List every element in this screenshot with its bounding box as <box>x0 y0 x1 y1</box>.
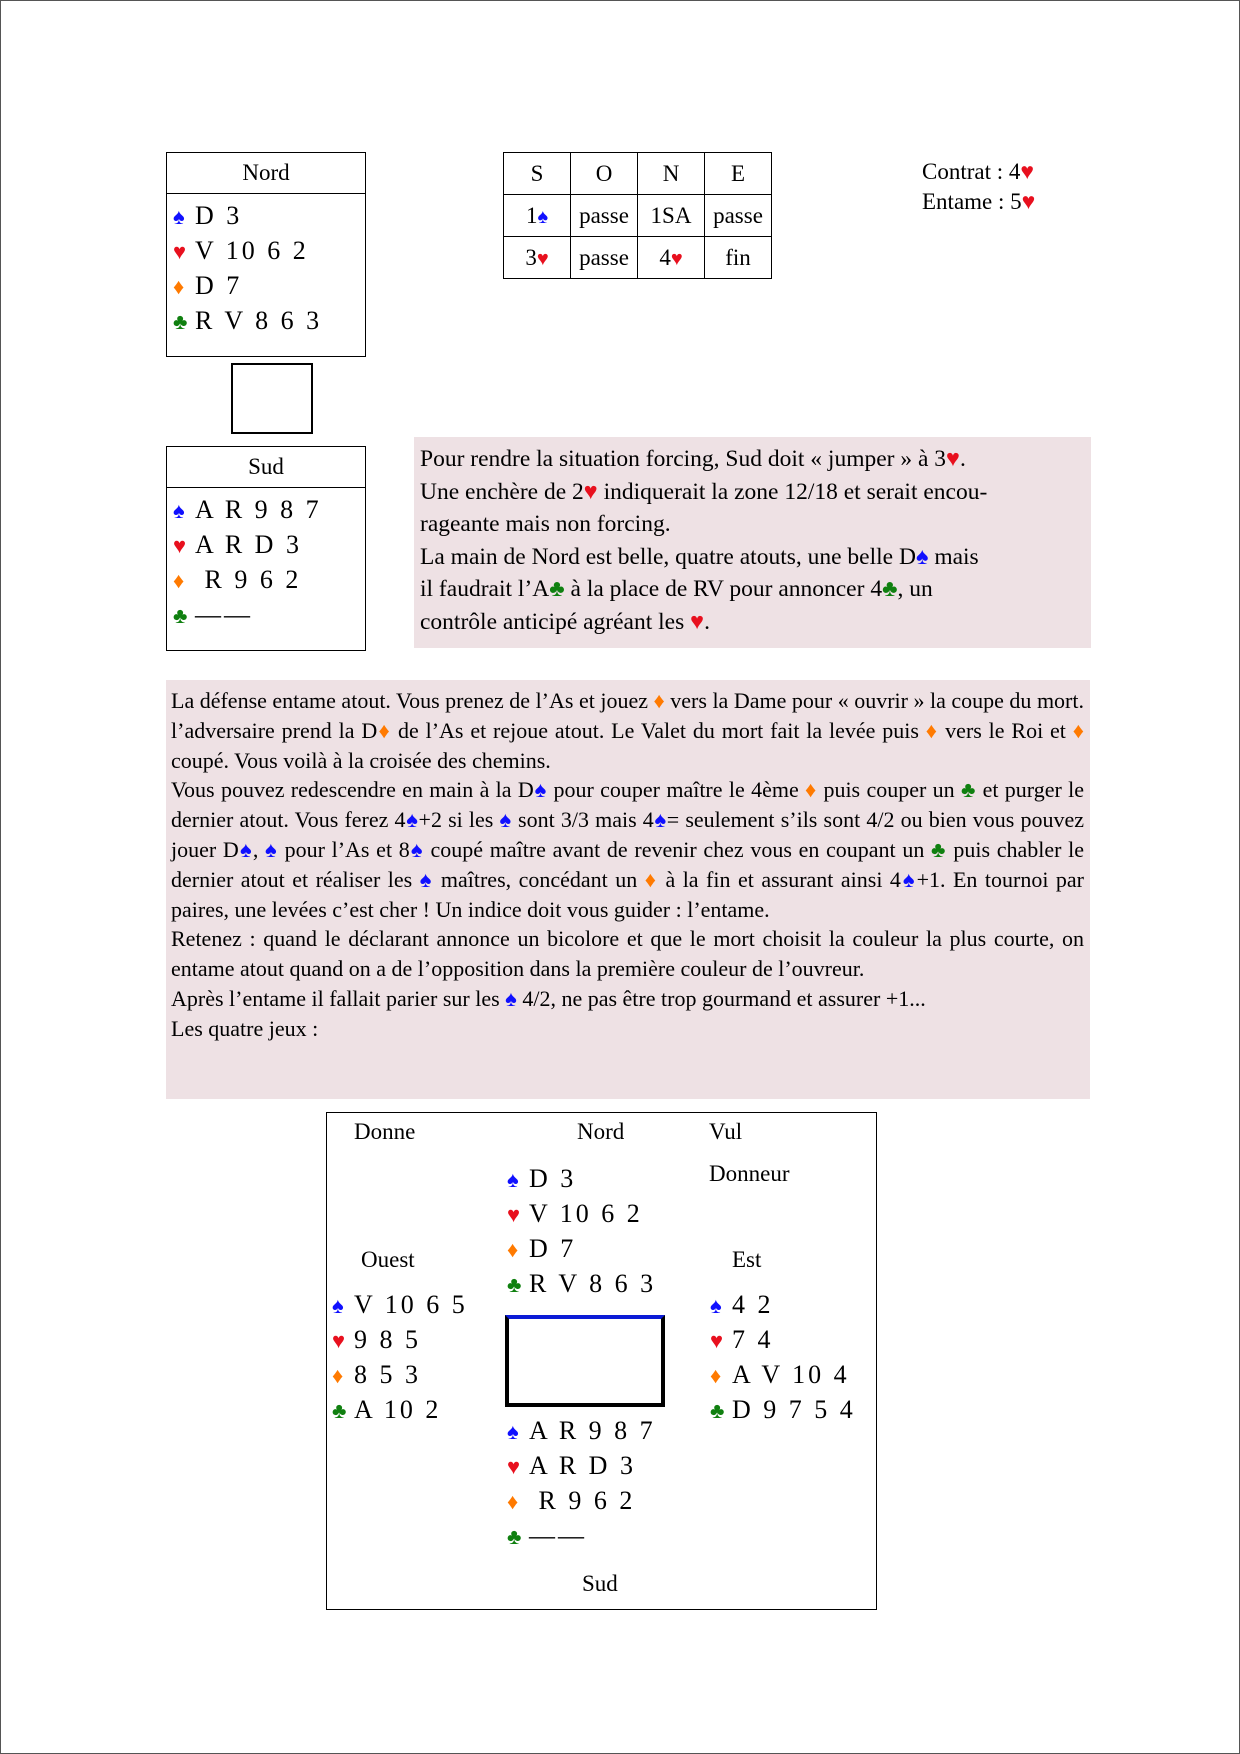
diagram-south-diamonds <box>507 1483 635 1518</box>
club-icon: ♣ <box>507 1524 522 1549</box>
text-fragment: puis chabler le dernier atout et réaliser les <box>171 836 1085 892</box>
text-fragment: à la place de RV pour annoncer 4 <box>564 576 883 602</box>
heart-icon: ♥ <box>690 608 705 635</box>
diagram-west-clubs <box>332 1392 441 1427</box>
north-spades-line <box>167 198 365 233</box>
south-hearts-line <box>167 527 365 562</box>
spade-icon: ♠ <box>505 985 517 1011</box>
text-fragment: —— <box>529 1521 587 1550</box>
diagram-east-clubs <box>710 1392 856 1427</box>
diamond-icon: ♦ <box>332 1363 344 1388</box>
diamond-icon: ♦ <box>644 866 658 892</box>
north-hand-box <box>166 152 366 357</box>
text-fragment: 3 <box>525 244 537 270</box>
south-diamonds: R 9 6 2 <box>195 565 302 594</box>
heart-icon: ♥ <box>332 1328 346 1353</box>
diagram-west-diamonds <box>332 1357 421 1392</box>
heart-icon: ♥ <box>1021 189 1036 214</box>
north-diamonds-line <box>167 268 365 303</box>
text-fragment: vers le Roi et <box>938 717 1073 743</box>
text-fragment: Vous pouvez redescendre en main à la D <box>171 777 534 803</box>
text-fragment: . <box>704 608 710 635</box>
heart-icon: ♥ <box>507 1202 521 1227</box>
diamond-icon: ♦ <box>1072 717 1084 743</box>
bidding-header: S <box>504 153 571 195</box>
heart-icon: ♥ <box>1020 159 1035 184</box>
spade-icon: ♠ <box>533 777 548 803</box>
text-fragment: coupé. Vous voilà à la croisée des chemins. <box>171 747 551 773</box>
text-fragment: La main de Nord est belle, quatre atouts, une belle D <box>420 543 916 570</box>
heart-icon: ♥ <box>536 247 549 270</box>
text-fragment: 7 4 <box>732 1325 774 1354</box>
club-icon: ♣ <box>710 1398 725 1423</box>
south-clubs: —— <box>195 600 253 629</box>
text-fragment: Entame : 5 <box>922 189 1022 214</box>
text-fragment: 8 5 3 <box>354 1360 421 1389</box>
club-icon: ♣ <box>960 777 977 803</box>
diamond-icon: ♦ <box>925 717 939 743</box>
bid-cell: passe <box>571 195 638 237</box>
south-spades-line <box>167 492 365 527</box>
bid-cell <box>638 237 705 279</box>
heart-icon: ♥ <box>507 1454 521 1479</box>
text-fragment: et purger le dernier atout. Vous ferez 4 <box>171 777 1085 833</box>
north-diamonds: D 7 <box>195 271 243 300</box>
text-fragment: de l’As et rejoue atout. Le Valet du mort fait la levée puis <box>391 717 926 743</box>
diagram-north-hearts <box>507 1196 643 1231</box>
club-icon: ♣ <box>549 576 565 602</box>
north-clubs-line <box>167 303 365 338</box>
diagram-north-diamonds <box>507 1231 576 1266</box>
diagram-south-spades <box>507 1413 656 1448</box>
text-fragment: A R 9 8 7 <box>529 1416 656 1445</box>
north-title: Nord <box>167 153 365 194</box>
diamond-icon: ♦ <box>173 568 185 593</box>
diagram-west-hearts <box>332 1322 421 1357</box>
text-fragment: puis couper un <box>817 777 961 803</box>
east-label: Est <box>732 1247 762 1272</box>
text-fragment: A V 10 4 <box>732 1360 850 1389</box>
diagram-west-spades <box>332 1287 468 1322</box>
bidding-header: O <box>571 153 638 195</box>
spade-icon: ♠ <box>710 1293 722 1318</box>
text-fragment: R V 8 6 3 <box>529 1269 657 1298</box>
bid-cell <box>504 195 571 237</box>
heart-icon: ♥ <box>173 239 187 264</box>
deal-diagram <box>326 1112 877 1610</box>
club-icon: ♣ <box>507 1272 522 1297</box>
diagram-south-hearts <box>507 1448 636 1483</box>
bid-cell: 1SA <box>638 195 705 237</box>
heart-icon: ♥ <box>946 446 960 472</box>
text-fragment: maîtres, concédant un <box>433 866 645 892</box>
text-fragment: D 7 <box>529 1234 577 1263</box>
text-fragment: D 3 <box>529 1164 577 1193</box>
text-fragment: 4 2 <box>732 1290 774 1319</box>
spade-icon: ♠ <box>507 1167 519 1192</box>
text-fragment: vers la Dame pour « ouvrir » la coupe du mort. l’adversaire prend la D <box>171 688 1084 743</box>
spade-icon: ♠ <box>915 543 929 570</box>
diamond-icon: ♦ <box>173 274 185 299</box>
lead-line <box>922 187 1035 217</box>
text-fragment: Après l’entame il fallait parier sur les <box>171 985 506 1011</box>
text-fragment: V 10 6 5 <box>354 1290 468 1319</box>
north-hearts: V 10 6 2 <box>195 236 309 265</box>
text-fragment: , un <box>897 576 933 602</box>
text-fragment: +1. En tournoi par paires, une levées c’est cher ! Un indice doit vous guider : l’entame. <box>171 866 1085 922</box>
text-fragment: Contrat : 4 <box>922 159 1021 184</box>
dealer-label: Donneur <box>709 1161 790 1186</box>
comment-line <box>420 606 1085 639</box>
spade-icon: ♠ <box>332 1293 344 1318</box>
comment-line <box>420 443 1085 476</box>
south-label: Sud <box>582 1571 618 1596</box>
spade-icon: ♠ <box>537 205 549 228</box>
north-hearts-line <box>167 233 365 268</box>
diamond-icon: ♦ <box>710 1363 722 1388</box>
diagram-north-clubs <box>507 1266 656 1301</box>
spade-icon: ♠ <box>900 866 917 892</box>
club-icon: ♣ <box>173 309 188 334</box>
spade-icon: ♠ <box>173 204 185 229</box>
bidding-header: N <box>638 153 705 195</box>
center-table-rect <box>505 1315 665 1407</box>
bidding-row <box>504 195 772 237</box>
text-fragment: La défense entame atout. Vous prenez de l’As et jouez <box>171 688 654 713</box>
text-fragment: il faudrait l’A <box>420 576 550 602</box>
club-icon: ♣ <box>173 603 188 628</box>
text-fragment: contrôle anticipé agréant les <box>420 608 691 635</box>
spade-icon: ♠ <box>419 866 434 892</box>
south-hearts: A R D 3 <box>195 530 302 559</box>
spade-icon: ♠ <box>507 1419 519 1444</box>
text-fragment: , <box>252 836 266 862</box>
diagram-south-clubs <box>507 1518 587 1553</box>
heart-icon: ♥ <box>173 533 187 558</box>
club-icon: ♣ <box>332 1398 347 1423</box>
north-label: Nord <box>577 1119 625 1144</box>
text-fragment: D 9 7 5 4 <box>732 1395 856 1424</box>
bid-cell: passe <box>705 195 772 237</box>
text-fragment: R 9 6 2 <box>529 1486 636 1515</box>
diagram-east-hearts <box>710 1322 774 1357</box>
south-hand-box <box>166 446 366 651</box>
bidding-row <box>504 237 772 279</box>
bidding-comment-panel <box>414 437 1091 648</box>
diagram-east-spades <box>710 1287 774 1322</box>
bidding-header: E <box>705 153 772 195</box>
spade-icon: ♠ <box>173 498 185 523</box>
club-icon: ♣ <box>931 836 947 862</box>
diamond-icon: ♦ <box>507 1489 519 1514</box>
vulnerability-label: Vul <box>709 1119 743 1144</box>
diamond-icon: ♦ <box>653 688 665 713</box>
bidding-table <box>503 152 772 279</box>
bid-cell: passe <box>571 237 638 279</box>
play-comment-panel <box>166 680 1090 1099</box>
south-clubs-line <box>167 597 365 632</box>
text-fragment: Une enchère de 2 <box>420 478 584 505</box>
text-fragment: +2 si les <box>418 807 500 833</box>
bidding-header-row <box>504 153 772 195</box>
text-fragment: sont 3/3 mais 4 <box>511 807 654 833</box>
spade-icon: ♠ <box>499 807 512 833</box>
heart-icon: ♥ <box>670 247 683 270</box>
heart-icon: ♥ <box>710 1328 724 1353</box>
diagram-north-spades <box>507 1161 576 1196</box>
text-fragment: mais <box>928 543 979 570</box>
north-spades: D 3 <box>195 201 243 230</box>
spade-icon: ♠ <box>405 807 419 833</box>
table-square <box>231 363 313 434</box>
diamond-icon: ♦ <box>805 777 818 803</box>
spade-icon: ♠ <box>409 836 424 862</box>
contract-info <box>922 157 1035 217</box>
diamond-icon: ♦ <box>377 717 392 743</box>
comment-line: rageante mais non forcing. <box>420 511 671 537</box>
contract-line <box>922 157 1035 187</box>
south-diamonds-line <box>167 562 365 597</box>
text-fragment: 4 <box>659 244 671 270</box>
text-fragment: Retenez : quand le déclarant annonce un bicolore et que le mort choisit la couleur la plus courte, on entame atout quand on a de l’opposition dans la première couleur de l’ouvreur. <box>171 926 1084 982</box>
west-label: Ouest <box>361 1247 415 1272</box>
text-fragment: 4/2, ne pas être trop gourmand et assurer +1... <box>516 985 926 1011</box>
text-fragment: pour couper maître le 4ème <box>547 777 806 803</box>
comment-line <box>420 541 1085 574</box>
diamond-icon: ♦ <box>507 1237 519 1262</box>
text-fragment: Les quatre jeux : <box>171 1015 319 1041</box>
spade-icon: ♠ <box>238 836 253 862</box>
diagram-east-diamonds <box>710 1357 850 1392</box>
spade-icon: ♠ <box>265 836 278 862</box>
text-fragment: 1 <box>525 202 538 228</box>
comment-line <box>420 573 1085 606</box>
bid-cell <box>504 237 571 279</box>
heart-icon: ♥ <box>583 478 598 505</box>
text-fragment: 9 8 5 <box>354 1325 421 1354</box>
text-fragment: V 10 6 2 <box>529 1199 643 1228</box>
text-fragment: A R D 3 <box>529 1451 636 1480</box>
north-clubs: R V 8 6 3 <box>195 306 323 335</box>
bid-cell: fin <box>705 237 772 279</box>
text-fragment: = seulement s’ils sont 4/2 ou bien vous pouvez jouer D <box>171 807 1085 862</box>
comment-line <box>420 476 1085 509</box>
south-spades: A R 9 8 7 <box>195 495 322 524</box>
text-fragment: pour l’As et 8 <box>277 836 410 862</box>
text-fragment: A 10 2 <box>354 1395 442 1424</box>
text-fragment: Pour rendre la situation forcing, Sud doit « jumper » à 3 <box>420 446 947 472</box>
south-title: Sud <box>167 447 365 488</box>
club-icon: ♣ <box>882 576 898 602</box>
spade-icon: ♠ <box>653 807 667 833</box>
text-fragment: . <box>960 446 966 472</box>
text-fragment: coupé maître avant de revenir chez vous en coupant un <box>423 836 932 862</box>
text-fragment: indiquerait la zone 12/18 et serait encou- <box>597 478 988 505</box>
text-fragment: à la fin et assurant ainsi 4 <box>665 866 901 892</box>
dealer-board-label: Donne <box>354 1119 416 1144</box>
